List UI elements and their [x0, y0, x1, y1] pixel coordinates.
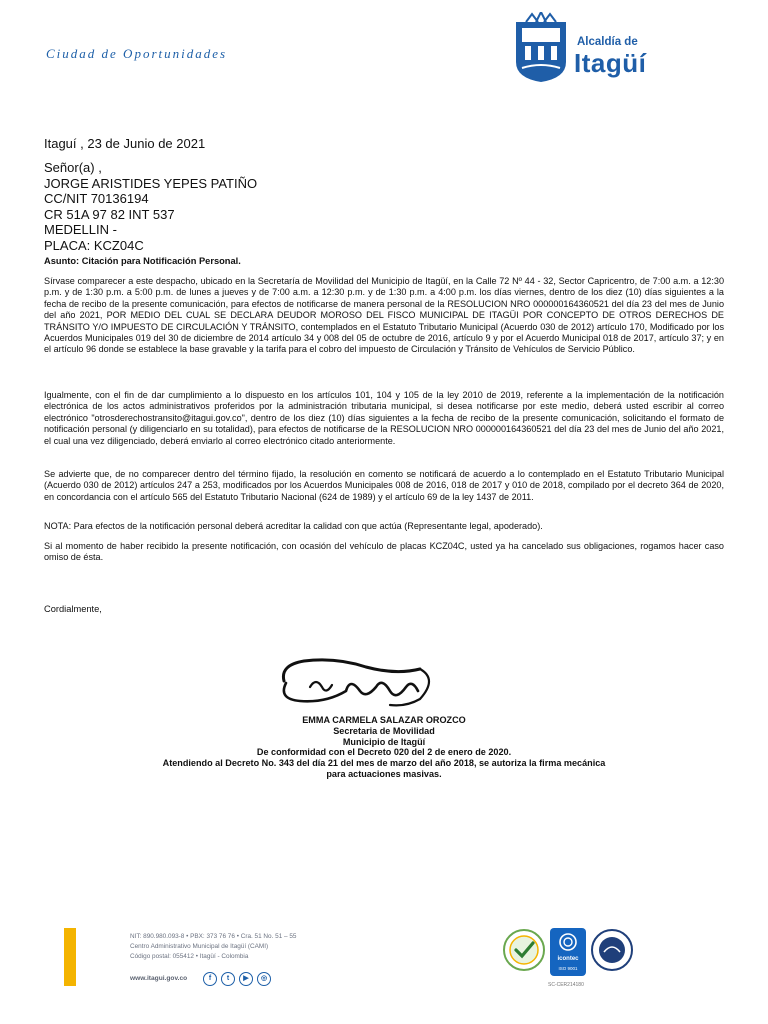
footer-line-1: NIT: 890.980.093-8 • PBX: 373 76 76 • Cra. 51 No. 51 – 55 — [130, 933, 297, 940]
iso-label: ISO 9001 — [558, 966, 578, 971]
body-paragraph-note: NOTA: Para efectos de la notificación personal deberá acreditar la calidad con que actúa (Representante legal, apoderado). — [44, 521, 543, 531]
certification-seal-icon — [502, 928, 546, 972]
letter-closing: Cordialmente, — [44, 604, 102, 614]
signer-name: EMMA CARMELA SALAZAR OROZCO — [302, 715, 466, 725]
footer-contact — [130, 932, 296, 962]
certificate-code: SC-CER214180 — [548, 982, 584, 988]
logo-subtitle: Alcaldía de — [577, 36, 638, 48]
footer-accent-bar — [64, 928, 76, 986]
handwritten-signature — [270, 647, 440, 709]
recipient-block — [44, 160, 257, 253]
signer-entity: Municipio de Itagüí — [342, 736, 426, 747]
youtube-icon[interactable]: ▶ — [239, 972, 253, 986]
body-paragraph-5: Si al momento de haber recibido la presente notificación, con ocasión del vehículo de placas KCZ04C, usted ya ha cancelado sus obligaciones, rogamos hacer caso omiso de ésta. — [44, 541, 724, 563]
instagram-icon[interactable]: ◎ — [257, 972, 271, 986]
iqnet-certification-icon — [590, 928, 634, 972]
footer-website-link[interactable]: www.itagui.gov.co — [130, 975, 188, 982]
footer-line-3: Código postal: 055412 • Itagüí - Colombia — [130, 953, 249, 960]
signer-note-line-2: para actuaciones masivas. — [326, 768, 442, 779]
facebook-icon[interactable]: f — [203, 972, 217, 986]
body-paragraph-3: Se advierte que, de no comparecer dentro del término fijado, la resolución en comento se notificará de acuerdo a lo contemplado en el Estatuto Tributario Municipal (Acuerdo 030 de 2012) artículos 247 a 253, modificados por los Acuerdos Municipales 008 de 2016, 018 de 2017 y 010 de 2018, compilado por el decreto 364 de 2020, en concordancia con el artículo 565 del Estatuto Tributario Nacional (624 de 1989) y el artículo 69 de la ley 1437 de 2011. — [44, 469, 724, 502]
twitter-icon[interactable]: t — [221, 972, 235, 986]
icontec-logo-icon — [558, 932, 578, 952]
recipient-city: MEDELLIN - — [44, 222, 117, 237]
letter-date: Itaguí , 23 de Junio de 2021 — [44, 136, 206, 151]
signer-decree: De conformidad con el Decreto 020 del 2 de enero de 2020. — [256, 747, 512, 758]
body-paragraph-2: Igualmente, con el fin de dar cumplimiento a lo dispuesto en los artículos 101, 104 y 105 de la ley 2010 de 2019, referente a la implementación de la notificación electrónica de los actos administrativos proferidos por la administración tributaria municipal, si desea notificarse por este medio, deberá usted escribir al correo electrónico "otrosderechostransito@itagui.gov.co", dentro de los diez (10) días siguientes a la fecha de recibo de la presente comunicación, solicitando el formato de notificación personal (y diligenciarlo en su totalidad), para efectos de notificarse de la RESOLUCION NRO 000000164360521 del día 23 del mes de Junio del año 2021, el cual una vez diligenciado, deberá enviarlo al correo electrónico citado anteriormente. — [44, 390, 724, 446]
recipient-id: CC/NIT 70136194 — [44, 191, 149, 206]
signer-role: Secretaria de Movilidad — [333, 725, 435, 736]
recipient-plate: PLACA: KCZ04C — [44, 237, 144, 253]
signer-note-line-1: Atendiendo al Decreto No. 343 del día 21 del mes de marzo del año 2018, se autoriza la firma mecánica — [162, 758, 606, 769]
recipient-name: JORGE ARISTIDES YEPES PATIÑO — [44, 175, 258, 191]
logo-title: Itagüí — [574, 48, 647, 78]
body-paragraph-1: Sírvase comparecer a este despacho, ubicado en la Secretaría de Movilidad del Municipio de Itagüí, en la Calle 72 Nº 44 - 32, Sector Capricentro, de 7:00 a.m. a 12:30 p.m. y de 1:30 p.m. a 5:00 p.m. de lunes a jueves y de 7:00 a.m. a 12:30 p.m. y de 1:30 p.m. a 4:00 p.m. los días viernes, dentro de los diez (10) días siguientes a la fecha de recibo de la presente comunicación, para efectos de notificarse de manera personal de la RESOLUCION NRO 000000164360521 del día 23 del mes de Junio del año 2021, POR MEDIO DEL CUAL SE DECLARA DEUDOR MOROSO DEL FISCO MUNICIPAL DE ITAGÜI POR CONCEPTO DE OTROS DERECHOS DE TRÁNSITO Y/O IMPUESTO DE CIRCULACIÓN Y TRÁNSITO, contemplados en el Estatuto Tributario Municipal (Acuerdo 030 de 2012) artículo 170, Modificado por los Acuerdos Municipales 019 del 30 de diciembre de 2014 artículo 34 y 008 del 05 de octubre de 2016, artículo 9 y por el Acuerdo Municipal 018 de 2017, artículo 37; y en el artículo 96 donde se establece la base gravable y la tarifa para el cobro del impuesto de Circulación y Tránsito de Vehículos de Servicio Público. — [44, 276, 724, 355]
signature-block — [44, 715, 724, 780]
recipient-address: CR 51A 97 82 INT 537 — [44, 206, 175, 222]
recipient-salutation: Señor(a) , — [44, 160, 102, 175]
letter-subject: Asunto: Citación para Notificación Personal. — [44, 256, 241, 266]
icontec-label: icontec — [557, 956, 579, 962]
city-tagline: Ciudad de Oportunidades — [46, 46, 228, 61]
footer-line-2: Centro Administrativo Municipal de Itagüí (CAMI) — [130, 943, 269, 950]
